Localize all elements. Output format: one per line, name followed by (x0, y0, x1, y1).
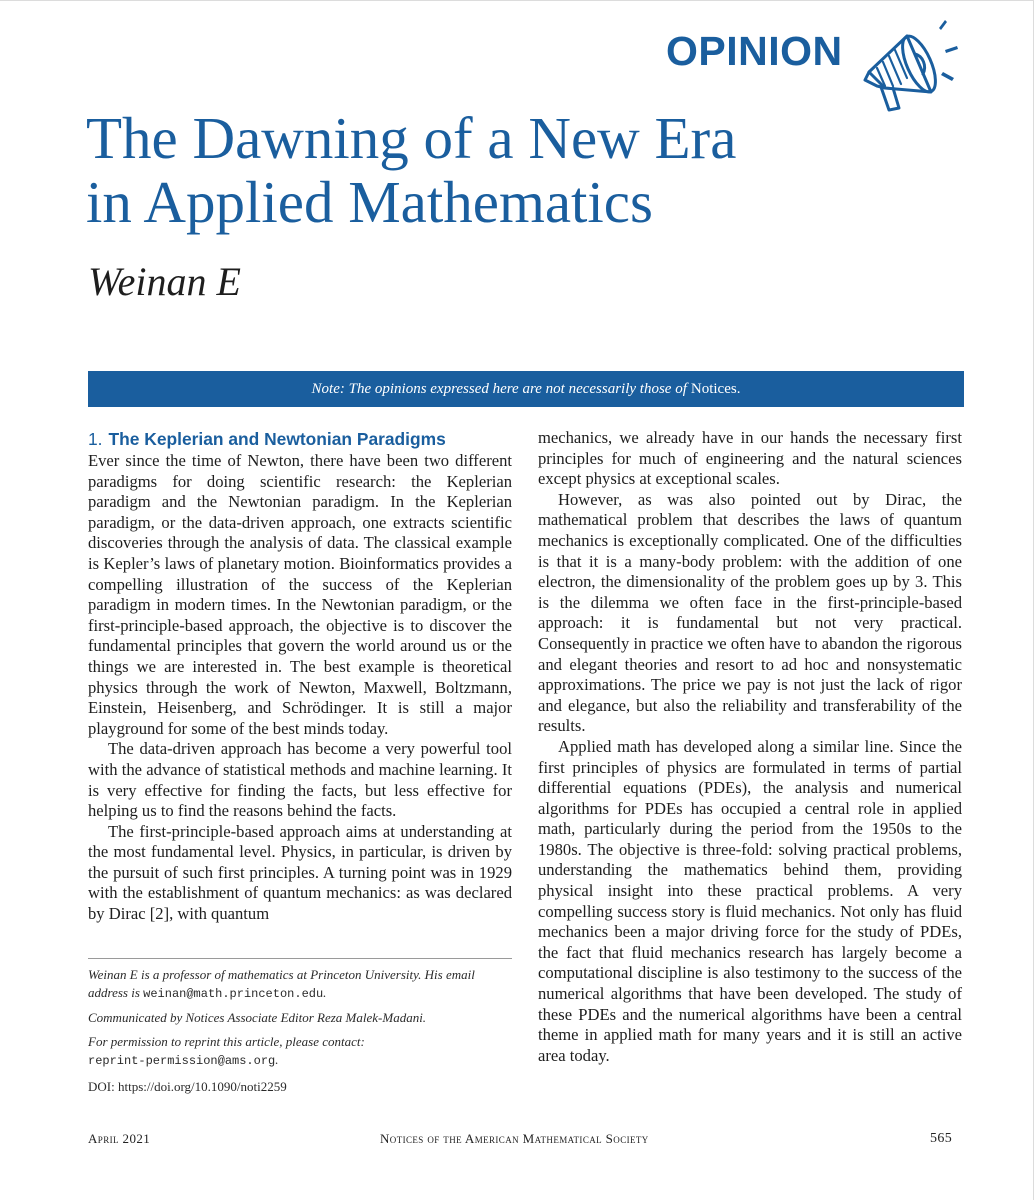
article-title (86, 106, 946, 234)
paragraph: Applied math has developed along a similar line. Since the first principles of physics are formulated in terms of partial differential equations (PDEs), the analysis and numerical algorithms for PDEs has occupied a central role in applied math, particularly during the period from the 1950s to the 1980s. The objective is three-fold: solving practical problems, understanding the mathematics behind them, providing physical insight into these practical problems. A very compelling success story is fluid mechanics. Not only has fluid mechanics been a major driving force for the study of PDEs, the fact that fluid mechanics research has largely become a computational discipline is also testimony to the success of the numerical algorithms that have been developed. The study of these PDEs and the numerical algorithms have been a central theme in applied math for many years and it is still an active area today. (538, 736, 962, 1065)
page-number: 565 (930, 1131, 953, 1146)
section-number: 1. (88, 429, 103, 449)
reprint-permission-end: . (275, 1052, 279, 1067)
right-column (538, 428, 962, 1066)
title-line-2: in Applied Mathematics (86, 169, 653, 235)
paragraph: Ever since the time of Newton, there have been two different paradigms for doing scientific research: the Keplerian paradigm and the Newtonian paradigm. In the Keplerian paradigm, or the data-driven approach, one extracts scientific discoveries through the analysis of data. The classical example is Kepler’s laws of planetary motion. Bioinformatics provides a compelling illustration of the success of the Keplerian paradigm in modern times. In the Newtonian paradigm, or the first-principle-based approach, the objective is to discover the fundamental principles that govern the world around us or the things we are interested in. The best example is theoretical physics through the work of Newton, Maxwell, Boltzmann, Einstein, Heisenberg, and Schrödinger. It is still a major playground for some of the best minds today. (88, 451, 512, 738)
opinion-label: OPINION (666, 28, 843, 74)
footer-date: April 2021 (88, 1131, 151, 1146)
footer-journal: Notices of the American Mathematical Society (380, 1131, 649, 1146)
disclaimer-journal: Notices. (690, 380, 741, 397)
page-top-border (0, 0, 1034, 1)
communicated-by: Communicated by Notices Associate Editor Reza Malek-Madani. (88, 1010, 427, 1025)
reprint-permission (88, 1033, 516, 1070)
title-line-1: The Dawning of a New Era (86, 105, 737, 171)
reprint-email-link[interactable]: reprint-permission@ams.org (88, 1054, 276, 1068)
footnote-divider (88, 958, 512, 959)
left-column (88, 428, 512, 925)
author-name: Weinan E (88, 259, 241, 304)
section-title: The Keplerian and Newtonian Paradigms (108, 429, 446, 449)
disclaimer-banner (88, 371, 964, 407)
disclaimer-text: Note: The opinions expressed here are not necessarily those of (311, 380, 687, 397)
paragraph: However, as was also pointed out by Dirac, the mathematical problem that describes the laws of quantum mechanics is exceptionally complicated. One of the difficulties is that it is a many-body problem: with the addition of one electron, the dimensionality of the problem goes up by 3. This is the dilemma we often face in the first-principle-based approach: it is fundamental but not very practical. Consequently in practice we often have to abandon the rigorous and elegant theories and resort to ad hoc and nonsystematic approximations. The price we pay is not just the lack of rigor and elegance, but also the reliability and transferability of the results. (538, 489, 962, 736)
doi-link[interactable]: DOI: https://doi.org/10.1090/noti2259 (88, 1079, 287, 1094)
megaphone-icon (855, 14, 961, 116)
section-heading (88, 428, 512, 450)
author-bio (88, 966, 516, 1003)
reprint-permission-text: For permission to reprint this article, please contact: (88, 1034, 365, 1049)
footnotes (88, 966, 516, 1102)
paragraph: The first-principle-based approach aims at understanding at the most fundamental level. Physics, in particular, is driven by the pursuit of such first principles. A turning point was in 1929 with the establishment of quantum mechanics: as was declared by Dirac [2], with quantum (88, 821, 512, 924)
paragraph: mechanics, we already have in our hands the necessary first principles for much of engineering and the natural sciences except physics at exceptional scales. (538, 428, 962, 489)
paragraph: The data-driven approach has become a very powerful tool with the advance of statistical methods and machine learning. It is very effective for finding the facts, but less effective for helping us to find the reasons behind the facts. (88, 739, 512, 821)
author-bio-text: Weinan E is a professor of mathematics at Princeton University. His email address is (88, 967, 475, 1000)
author-bio-end: . (323, 985, 327, 1000)
author-email-link[interactable]: weinan@math.princeton.edu (143, 987, 324, 1001)
